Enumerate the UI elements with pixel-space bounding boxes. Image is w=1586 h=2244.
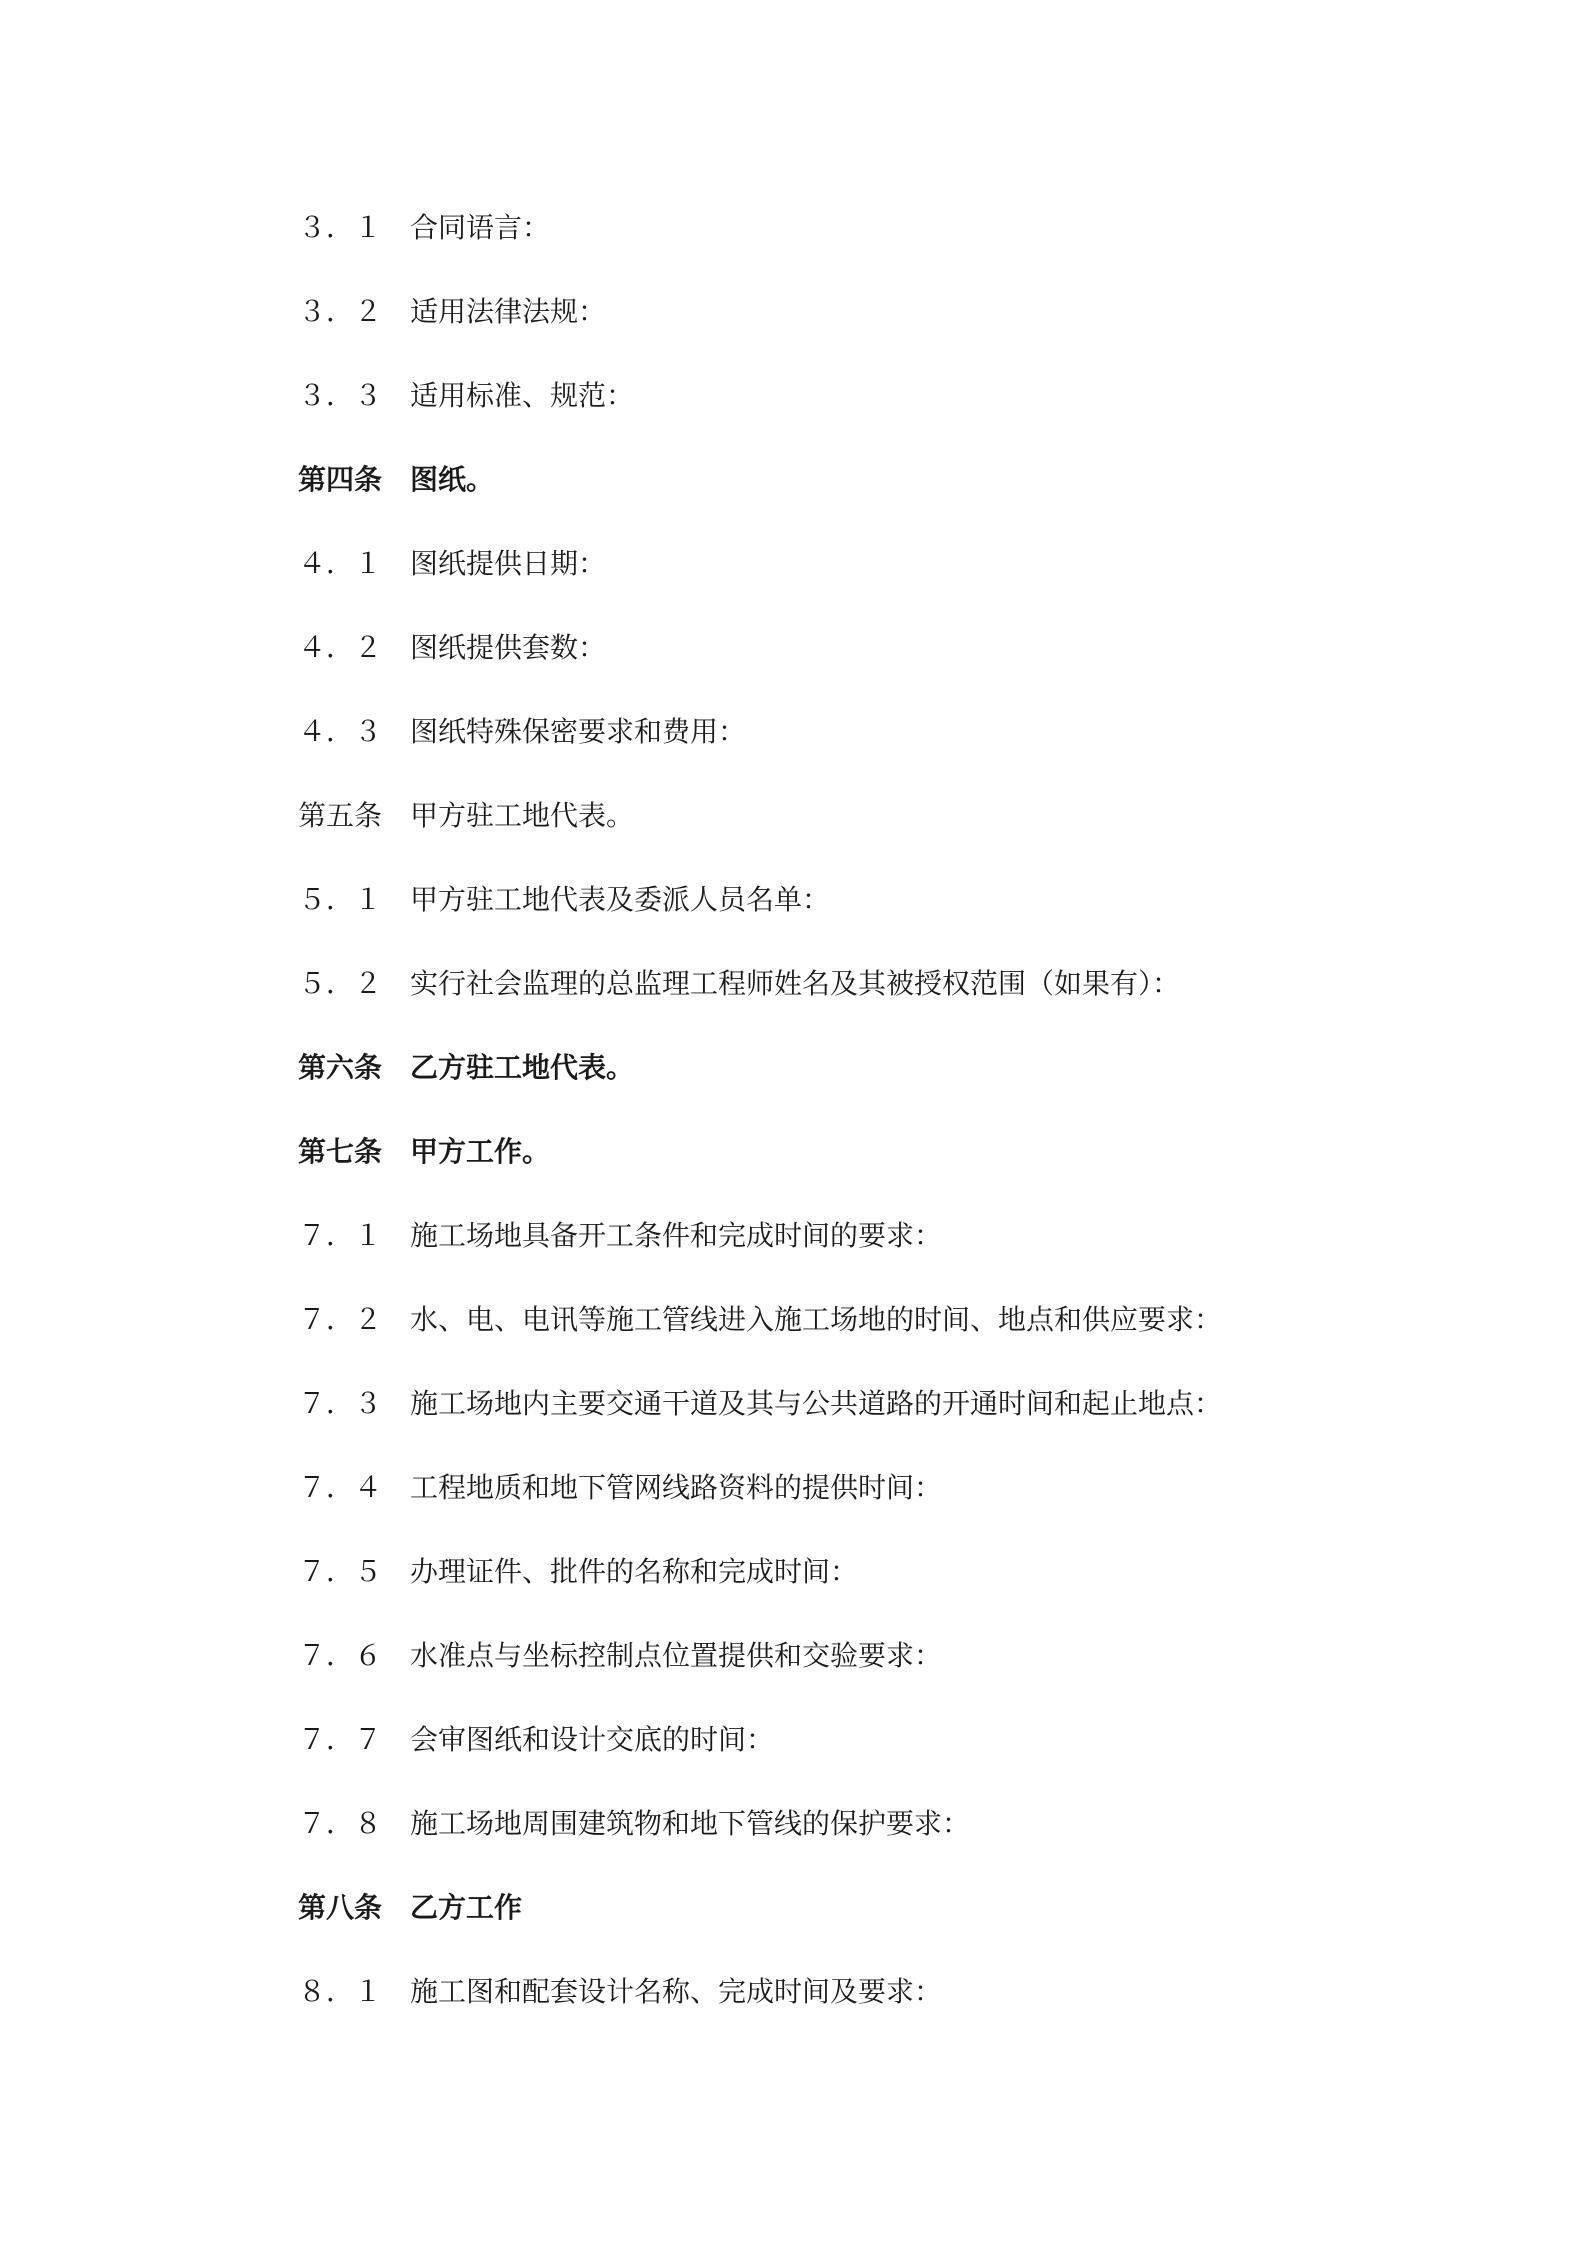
- clause-line: [298, 539, 1398, 623]
- clause-line: [298, 1295, 1398, 1379]
- clause-line: [298, 1547, 1398, 1631]
- clause-number: ４．３: [298, 715, 383, 748]
- clause-text: 施工场地具备开工条件和完成时间的要求：: [410, 1219, 943, 1252]
- article-heading: [298, 1127, 1398, 1211]
- article-heading: [298, 1043, 1398, 1127]
- clause-number: 第七条: [298, 1135, 383, 1168]
- clause-number: ７．８: [298, 1807, 383, 1840]
- clause-number: 第四条: [298, 463, 383, 496]
- clause-line: [298, 1631, 1398, 1715]
- clause-line: [298, 959, 1398, 1043]
- clause-number: ５．２: [298, 967, 383, 1000]
- clause-line: [298, 875, 1398, 959]
- clause-number: ７．６: [298, 1639, 383, 1672]
- clause-number: ４．２: [298, 631, 383, 664]
- clause-number: ７．３: [298, 1387, 383, 1420]
- clause-number: ４．１: [298, 547, 383, 580]
- article-heading: [298, 1883, 1398, 1967]
- clause-text: 办理证件、批件的名称和完成时间：: [410, 1555, 859, 1588]
- clause-line: [298, 287, 1398, 371]
- clause-number: 第六条: [298, 1051, 383, 1084]
- clause-number: ３．２: [298, 295, 383, 328]
- clause-list: [298, 203, 1398, 2051]
- clause-text: 水、电、电讯等施工管线进入施工场地的时间、地点和供应要求：: [410, 1303, 1223, 1336]
- clause-number: ５．１: [298, 883, 383, 916]
- clause-line: [298, 1463, 1398, 1547]
- clause-number: ７．４: [298, 1471, 383, 1504]
- clause-number: ７．２: [298, 1303, 383, 1336]
- clause-number: 第八条: [298, 1891, 383, 1924]
- clause-line: [298, 203, 1398, 287]
- clause-text: 图纸提供套数：: [410, 631, 607, 664]
- clause-text: 会审图纸和设计交底的时间：: [410, 1723, 775, 1756]
- article-heading: [298, 455, 1398, 539]
- clause-line: [298, 1799, 1398, 1883]
- clause-line: [298, 1967, 1398, 2051]
- clause-number: ３．１: [298, 211, 383, 244]
- clause-number: ８．１: [298, 1975, 383, 2008]
- clause-line: [298, 1211, 1398, 1295]
- clause-text: 施工场地周围建筑物和地下管线的保护要求：: [410, 1807, 971, 1840]
- clause-text: 施工图和配套设计名称、完成时间及要求：: [410, 1975, 943, 2008]
- clause-text: 适用标准、规范：: [410, 379, 635, 412]
- clause-text: 实行社会监理的总监理工程师姓名及其被授权范围（如果有）：: [410, 967, 1181, 1000]
- clause-text: 水准点与坐标控制点位置提供和交验要求：: [410, 1639, 943, 1672]
- clause-number: ３．３: [298, 379, 383, 412]
- clause-text: 适用法律法规：: [410, 295, 607, 328]
- clause-text: 甲方驻工地代表及委派人员名单：: [410, 883, 831, 916]
- clause-text: 乙方驻工地代表。: [410, 1051, 635, 1084]
- clause-text: 甲方驻工地代表。: [410, 799, 635, 832]
- clause-number: 第五条: [298, 799, 383, 832]
- clause-number: ７．１: [298, 1219, 383, 1252]
- clause-line: [298, 371, 1398, 455]
- clause-text: 图纸。: [410, 463, 495, 496]
- clause-number: ７．５: [298, 1555, 383, 1588]
- clause-text: 乙方工作: [410, 1891, 523, 1924]
- clause-text: 工程地质和地下管网线路资料的提供时间：: [410, 1471, 943, 1504]
- clause-text: 图纸提供日期：: [410, 547, 607, 580]
- clause-text: 合同语言：: [410, 211, 551, 244]
- clause-number: ７．７: [298, 1723, 383, 1756]
- clause-line: [298, 707, 1398, 791]
- clause-line: [298, 1379, 1398, 1463]
- clause-line: [298, 1715, 1398, 1799]
- clause-line: [298, 791, 1398, 875]
- clause-line: [298, 623, 1398, 707]
- clause-text: 图纸特殊保密要求和费用：: [410, 715, 747, 748]
- clause-text: 施工场地内主要交通干道及其与公共道路的开通时间和起止地点：: [410, 1387, 1223, 1420]
- clause-text: 甲方工作。: [410, 1135, 551, 1168]
